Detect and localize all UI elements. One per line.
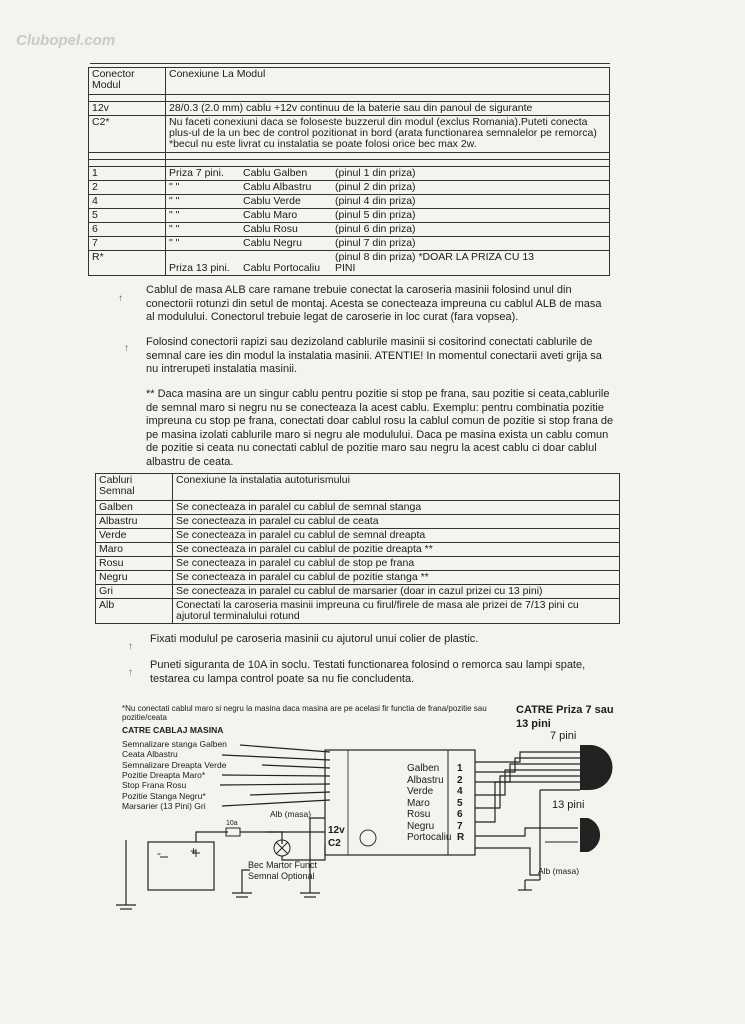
pin-desc-part: Priza 7 pini. <box>169 167 224 179</box>
pin-number: 7 <box>89 237 166 251</box>
module-pin-number: 6 <box>457 809 463 820</box>
signal-connection: Conectati la caroseria masinii impreuna cu firul/firele de masa ale prizei de 7/13 pini cu ajutorul terminalului rotund <box>173 599 620 624</box>
signal-connection: Se conecteaza in paralel cu cablul de marsarier (doar in cazul prizei cu 13 pini) <box>173 585 620 599</box>
module-wire-color: Verde <box>407 786 434 797</box>
alb-right-label: Alb (masa) <box>538 866 580 876</box>
header-cabluri: Cabluri Semnal <box>96 474 173 501</box>
module-pin-number: R <box>457 832 465 843</box>
bec-label: Bec Martor Funct Semnal Optional <box>248 860 318 881</box>
module-wire-color: Albastru <box>407 774 444 786</box>
fuse-label: 10a <box>226 820 238 827</box>
alb-left-label: Alb (masa) <box>270 809 312 819</box>
module-wire-color: Maro <box>407 797 430 809</box>
pin-desc-part: Cablu Maro <box>243 209 298 221</box>
pin-number: 1 <box>89 167 166 181</box>
pin-desc-part: Cablu Negru <box>243 237 302 249</box>
label-12v: 12v <box>328 825 345 836</box>
pin-desc-part: Cablu Verde <box>243 195 301 207</box>
harness-title: CATRE CABLAJ MASINA <box>122 725 224 735</box>
plug-title: CATRE Priza 7 sau 13 pini <box>516 704 614 730</box>
pin-desc-part: Cablu Albastru <box>243 181 312 193</box>
signal-color: Albastru <box>96 515 173 529</box>
bullet-icon: ↑ <box>128 641 133 652</box>
harness-label: Semnalizare stanga Galben <box>122 739 227 749</box>
signal-color: Rosu <box>96 557 173 571</box>
signal-color: Alb <box>96 599 173 624</box>
pin-12v: 12v <box>89 102 166 116</box>
desc-12v: 28/0.3 (2.0 mm) cablu +12v continuu de la baterie sau din panoul de sigurante <box>166 102 610 116</box>
header-instalatie: Conexiune la instalatia autoturismului <box>173 474 620 501</box>
plug-13-label: 13 pini <box>552 799 585 811</box>
signal-color: Negru <box>96 571 173 585</box>
signal-connection: Se conecteaza in paralel cu cablul de stop pe frana <box>173 557 620 571</box>
harness-label: Marsarier (13 Pini) Gri <box>122 800 206 811</box>
module-pin-number: 7 <box>457 820 463 832</box>
signal-connection: Se conecteaza in paralel cu cablul de pozitie stanga ** <box>173 571 620 585</box>
label-c2: C2 <box>328 838 341 849</box>
para-nota: ** Daca masina are un singur cablu pentru pozitie si stop pe frana, sau pozitie si ceata,cablurile de semnal maro si negru nu se conecteaza la acest cablu. Exemplu: pentru combinatia pozitie impreuna cu stop pe frana, conectati doar cablul rosu la cablul comun de pozitie si stop frana de pe masina izolati cablurile maro si negru ale modulului. Daca pe masina exista un cablu comun de pozitie si ceata nu conectati cablul de pozitie maro sau negru la acest cablu ci doar cablul albastru de ceata. <box>146 388 614 468</box>
diagram-note: *Nu conectati cablul maro si negru la masina daca masina are pe acelasi fir functia de frana/pozitie sau pozitie/ceata <box>122 704 487 722</box>
harness-label: Pozitie Dreapta Maro* <box>122 769 206 780</box>
pin-desc-part: (pinul 1 din priza) <box>335 167 416 179</box>
header-conexiune: Conexiune La Modul <box>166 68 610 95</box>
plug-7-label: 7 pini <box>550 730 577 742</box>
para-siguranta: Puneti siguranta de 10A in soclu. Testati functionarea folosind o remorca sau lampi spate, testarea cu lampa control poate sa nu fie concludenta. <box>150 659 586 685</box>
pin-number: 4 <box>89 195 166 209</box>
module-wire-color: Rosu <box>407 809 431 820</box>
harness-label: Semnalizare Dreapta Verde <box>122 759 227 770</box>
module-wire-color: Negru <box>407 820 435 832</box>
pin-desc-part: Cablu Rosu <box>243 223 298 235</box>
harness-label: Pozitie Stanga Negru* <box>122 790 206 801</box>
pin-desc-part: (pinul 2 din priza) <box>335 181 416 193</box>
bullet-icon: ↑ <box>124 343 129 354</box>
signal-color: Maro <box>96 543 173 557</box>
pin-desc-part: Cablu Galben <box>243 167 308 179</box>
module-wire-color: Portocaliu <box>407 832 452 843</box>
pin-desc-part: (pinul 7 din priza) <box>335 237 416 249</box>
desc-c2: Nu faceti conexiuni daca se foloseste buzzerul din modul (exclus Romania).Puteti conecta plus-ul de la un bec de control pozitionat in bord (arata functionarea semnalelor pe remorca) *becul nu este livrat cu instalatia se poate folosi orice bec max 2w. <box>166 116 610 153</box>
signal-connection: Se conecteaza in paralel cu cablul de pozitie dreapta ** <box>173 543 620 557</box>
signal-color: Gri <box>96 585 173 599</box>
watermark: Clubopel.com <box>16 32 116 49</box>
bullet-icon: ↑ <box>118 293 123 304</box>
harness-label: Ceata Albastru <box>122 749 178 760</box>
pin-desc-part: Priza 13 pini. <box>169 262 230 274</box>
pin-desc-part: " " <box>169 209 180 221</box>
module-pin-number: 1 <box>457 763 463 774</box>
para-conectori: Folosind conectorii rapizi sau dezizoland cablurile masinii si cositorind conectati cablurile de semnal care ies din modul la instalatia masinii. ATENTIE! In momentul conectarii aveti grija sa nu intrerupeti instalatia masinii. <box>146 336 602 375</box>
pin-number: 2 <box>89 181 166 195</box>
para-fixare: Fixati modulul pe caroseria masinii cu ajutorul unui colier de plastic. <box>150 633 479 645</box>
pin-desc-part: (pinul 4 din priza) <box>335 195 416 207</box>
module-wire-color: Galben <box>407 763 440 774</box>
pin-desc-part: (pinul 5 din priza) <box>335 209 416 221</box>
bullet-icon: ↑ <box>128 667 133 678</box>
pin-desc-part: Cablu Portocaliu <box>243 262 321 274</box>
module-pin-number: 5 <box>457 797 463 809</box>
pin-desc-part: (pinul 8 din priza) *DOAR LA PRIZA CU 13 PINI <box>335 251 534 274</box>
para-masa: Cablul de masa ALB care ramane trebuie conectat la caroseria masinii folosind unul din conectorii rotunzi din setul de montaj. Acesta se conecteaza impreuna cu cablul ALB de masa al modulului. Conectorul trebuie legat de caroserie in loc curat (fara vopsea). <box>146 284 602 323</box>
pin-number: 6 <box>89 223 166 237</box>
pin-desc-part: " " <box>169 237 180 249</box>
pin-number: R* <box>89 251 166 276</box>
header-conector: Conector Modul <box>89 68 166 95</box>
signal-connection: Se conecteaza in paralel cu cablul de semnal stanga <box>173 501 620 515</box>
signal-color: Verde <box>96 529 173 543</box>
pin-desc-part: " " <box>169 223 180 235</box>
pin-desc-part: " " <box>169 181 180 193</box>
battery-minus: - <box>157 846 161 860</box>
signal-color: Galben <box>96 501 173 515</box>
harness-label: Stop Frana Rosu <box>122 780 187 791</box>
signal-connection: Se conecteaza in paralel cu cablul de ceata <box>173 515 620 529</box>
signal-connection: Se conecteaza in paralel cu cablul de semnal dreapta <box>173 529 620 543</box>
pin-number: 5 <box>89 209 166 223</box>
module-pin-number: 4 <box>457 786 463 797</box>
pin-desc-part: (pinul 6 din priza) <box>335 223 416 235</box>
pin-c2: C2* <box>89 116 166 153</box>
pin-desc-part: " " <box>169 195 180 207</box>
battery-plus: + <box>190 844 198 858</box>
module-pin-number: 2 <box>457 774 463 786</box>
